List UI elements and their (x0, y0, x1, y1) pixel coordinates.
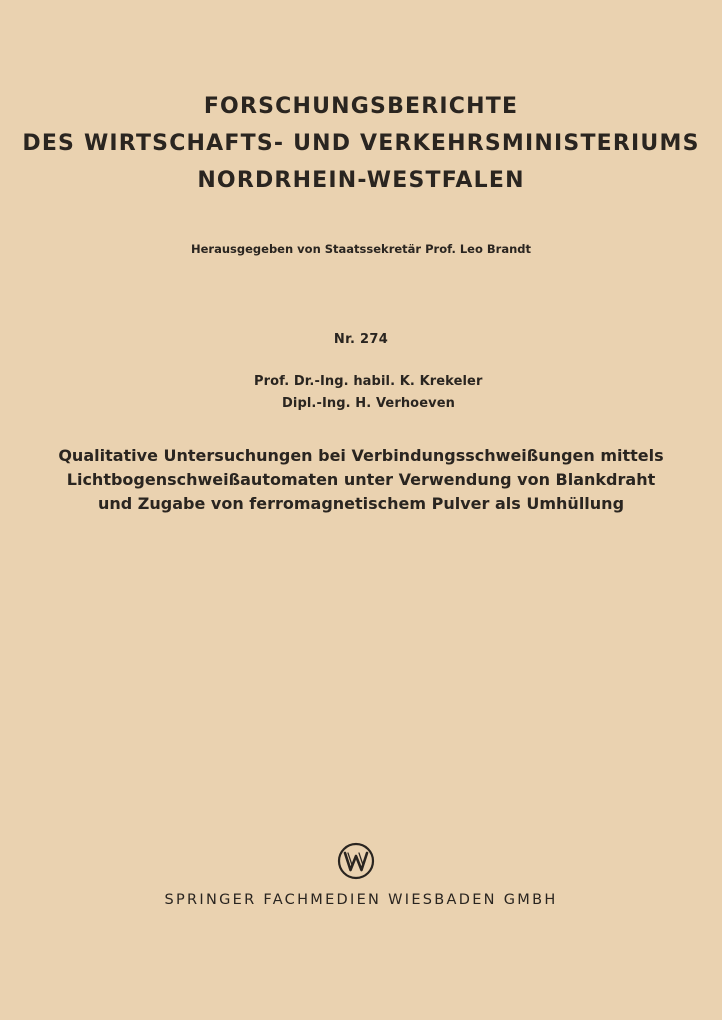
springer-w-logo-icon (337, 842, 375, 880)
report-title (0, 444, 722, 516)
author-1: Prof. Dr.-Ing. habil. K. Krekeler (254, 374, 483, 389)
editor-line: Herausgegeben von Staatssekretär Prof. Leo Brandt (191, 242, 531, 256)
series-title-line-3: NORDRHEIN-WESTFALEN (197, 168, 525, 193)
report-number: Nr. 274 (333, 332, 389, 347)
report-title-line-3: und Zugabe von ferromagnetischem Pulver als Umhüllung (97, 494, 625, 513)
series-title (0, 88, 722, 199)
author-2: Dipl.-Ing. H. Verhoeven (282, 396, 455, 411)
publisher-name: SPRINGER FACHMEDIEN WIESBADEN GMBH (164, 892, 558, 908)
report-title-line-1: Qualitative Untersuchungen bei Verbindungsschweißungen mittels (58, 446, 664, 465)
series-title-line-2: DES WIRTSCHAFTS- UND VERKEHRSMINISTERIUMS (22, 131, 700, 156)
report-title-line-2: Lichtbogenschweißautomaten unter Verwendung von Blankdraht (66, 470, 656, 489)
series-title-line-1: FORSCHUNGSBERICHTE (203, 94, 519, 119)
